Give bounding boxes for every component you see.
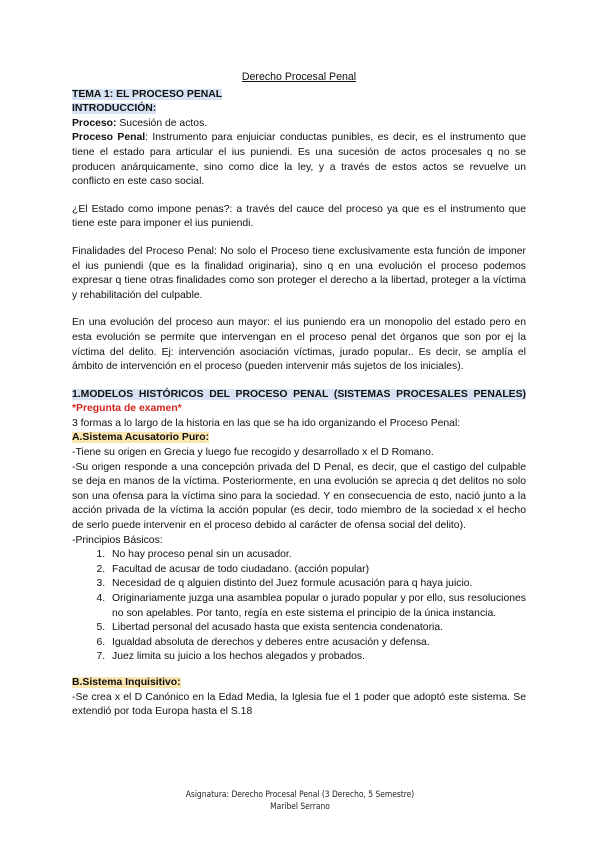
estado-paragraph: ¿El Estado como impone penas?: a través del cauce del proceso ya que es el instrumento que tiene este para imponer el ius puniendi. bbox=[72, 203, 526, 230]
sistema-a-origin: -Tiene su origen en Grecia y luego fue recogido y desarrollado x el D Romano. bbox=[72, 447, 434, 459]
list-item: 1. No hay proceso penal sin un acusador. bbox=[108, 548, 526, 563]
exam-note: *Pregunta de examen* bbox=[72, 403, 182, 415]
sistema-a-concepcion: -Su origen responde a una concepción privada del D Penal, es decir, que el castigo del culpable se deja en manos de la víctima. Posteriormente, en una evolución se aprecia q det delitos no solo son una ofensa para la víctima sino para la sociedad. Y en consecuencia de esto, nació junto a la acción privada de la víctima la acción popular (es decir, todo miembro de la sociedad x el hecho de serlo puede intervenir en el proceso debido al carácter de ofensa social del delito). bbox=[72, 461, 526, 532]
list-item: 3. Necesidad de q alguien distinto del Juez formule acusación para q haya juicio. bbox=[108, 577, 526, 592]
section1-heading: 1.MODELOS HISTÓRICOS DEL PROCESO PENAL (SISTEMAS PROCESALES PENALES) *Pregunta de examen* bbox=[72, 388, 526, 415]
principios-label: -Principios Básicos: bbox=[72, 534, 163, 546]
list-item: 2. Facultad de acusar de todo ciudadano. (acción popular) bbox=[108, 563, 526, 578]
page-content bbox=[72, 70, 526, 720]
sistema-b-origin: -Se crea x el D Canónico en la Edad Media, la Iglesia fue el 1 poder que adoptó este sistema. Se extendió por toda Europa hasta el S.18 bbox=[72, 691, 526, 718]
proceso-definition: Proceso: Sucesión de actos. bbox=[72, 117, 208, 129]
evolucion-paragraph: En una evolución del proceso aun mayor: el ius puniendo era un monopolio del estado pero en esta evolución se permite que intervengan en el proceso penal det órganos que son por ej la víctima del delito. Ej: intervención asociación víctimas, jurado popular.. Es decir, se amplía el ámbito de intervención en el proceso (pueden intervenir más sujetos de los iniciales). bbox=[72, 317, 526, 373]
page-footer bbox=[0, 788, 600, 812]
tema-heading: TEMA 1: EL PROCESO PENAL bbox=[72, 88, 223, 100]
footer-subject: Asignatura: Derecho Procesal Penal (3 Derecho, 5 Semestre) bbox=[185, 789, 415, 799]
proceso-penal-definition: Proceso Penal: Instrumento para enjuiciar conductas punibles, es decir, es el instrumento que tiene el estado para articular el ius puniendi. Es una sucesión de actos procesales q no se producen anárquicamente, sino como dice la ley, y a través de estos actos se revuelve un conflicto en este caso social. bbox=[72, 132, 526, 188]
list-item: 6. Igualdad absoluta de derechos y deberes entre acusación y defensa. bbox=[108, 636, 526, 651]
principios-list bbox=[72, 548, 526, 665]
list-item: 4. Originariamente juzga una asamblea popular o jurado popular y por ello, sus resoluciones no son apelables. Por tanto, regía en este sistema el principio de la única instancia. bbox=[108, 592, 526, 621]
sistema-b-heading: B.Sistema Inquisitivo: bbox=[72, 676, 181, 688]
section1-intro: 3 formas a lo largo de la historia en las que se ha ido organizando el Proceso Penal: bbox=[72, 417, 461, 429]
sistema-a-heading: A.Sistema Acusatorio Puro: bbox=[72, 432, 210, 444]
list-item: 7. Juez limita su juicio a los hechos alegados y probados. bbox=[108, 650, 526, 665]
list-item: 5. Libertad personal del acusado hasta que exista sentencia condenatoria. bbox=[108, 621, 526, 636]
footer-author: Maribel Serrano bbox=[270, 801, 330, 811]
document-title: Derecho Procesal Penal bbox=[241, 71, 357, 83]
intro-heading: INTRODUCCIÓN: bbox=[72, 103, 157, 115]
finalidades-paragraph: Finalidades del Proceso Penal: No solo el Proceso tiene exclusivamente esta función de imponer el ius puniendi (que es la finalidad originaria), sino q en una evolución el proceso podemos expresar q tiene otras finalidades como son proteger el derecho a la libertad, proteger a la víctima y rehabilitación del culpable. bbox=[72, 245, 526, 301]
